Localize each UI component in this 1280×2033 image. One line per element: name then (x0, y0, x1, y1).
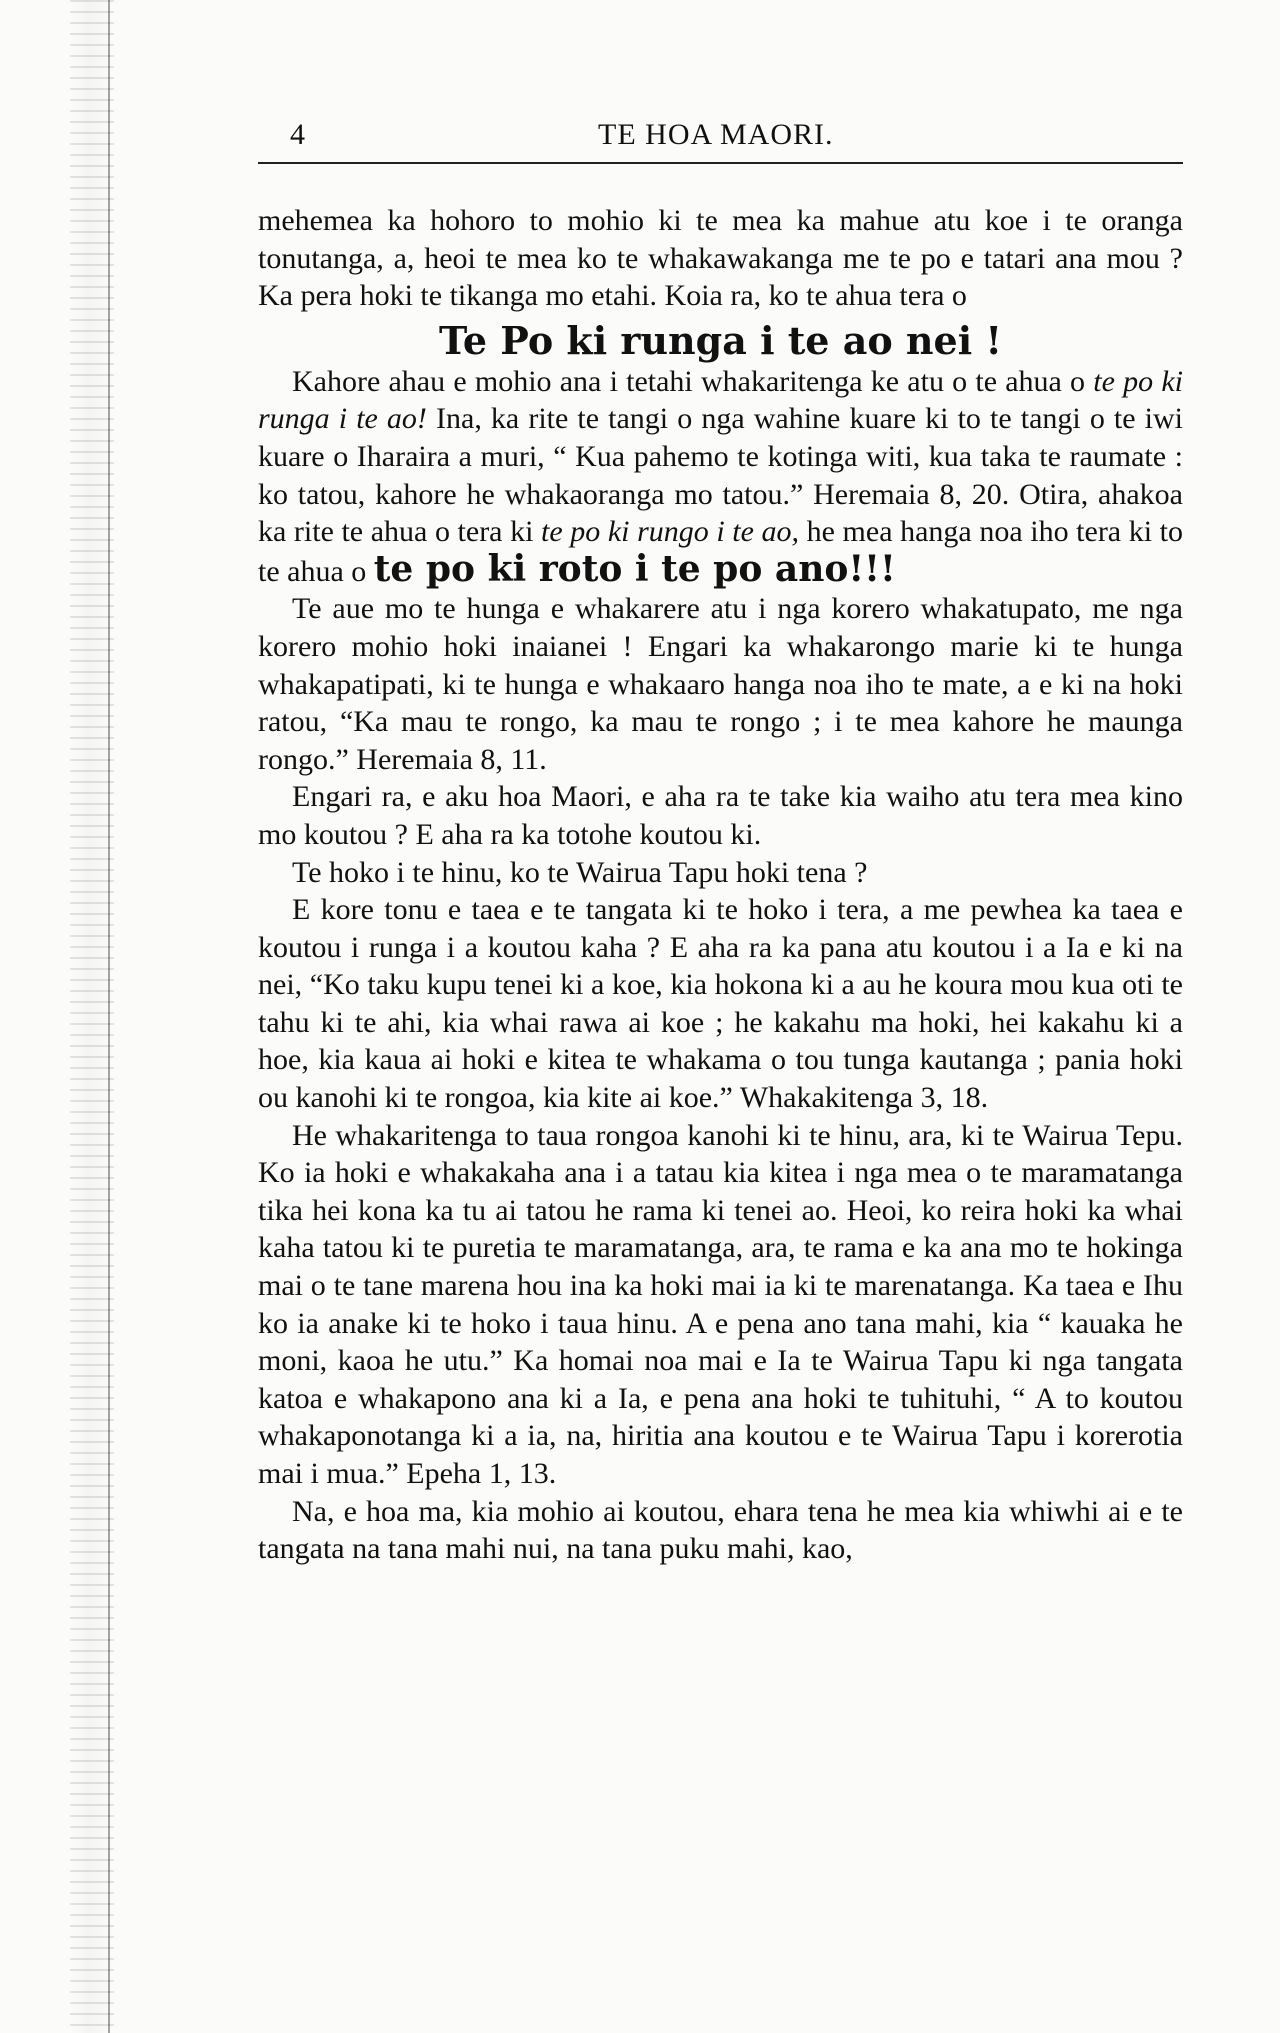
paragraph-4: Engari ra, e aku hoa Maori, e aha ra te take kia waiho atu tera mea kino mo koutou ? E aha ra ka totohe koutou ki. (258, 780, 1183, 851)
binding-edge-line (108, 0, 110, 2033)
body-text (258, 202, 1183, 1568)
paragraph-6: E kore tonu e taea e te tangata ki te hoko i tera, a me pewhea ka taea e koutou i runga i a koutou kaha ? E aha ra ka pana atu koutou i a Ia e ki na nei, “Ko taku kupu tenei ki a koe, kia hokona ki a au he koura mou kua oti te tahu ki te ahi, kia whai rawa ai koe ; he kakahu ma hoki, hei kakahu ki a hoe, kia kaua ai hoki e kitea te whakama o tou tunga kautanga ; pania hoki ou kanohi ki te rongoa, kia kite ai koe.” Whakakitenga 3, 18. (258, 893, 1183, 1115)
paragraph-8: Na, e hoa ma, kia mohio ai koutou, ehara tena he mea kia whiwhi ai e te tangata na tana mahi nui, na tana puku mahi, kao, (258, 1494, 1183, 1566)
paragraph-2-text-a: Kahore ahau e mohio ana i tetahi whakaritenga ke atu o te ahua o (292, 364, 1094, 398)
paragraph-2-text-e: he mea hanga noa iho tera ki to te ahua o (258, 515, 1183, 588)
paragraph-2-italic-1: te po ki runga i te ao! (258, 364, 1183, 436)
paragraph-5: Te hoko i te hinu, ko te Wairua Tapu hoki tena ? (292, 855, 868, 889)
paragraph-2-bold-phrase: te po ki roto i te po ano!!! (373, 547, 896, 590)
page-number: 4 (290, 118, 306, 151)
paragraph-1: mehemea ka hohoro to mohio ki te mea ka mahue atu koe i te oranga tonutanga, a, heoi te mea ko te whakawakanga me te po e tatari ana mou ? Ka pera hoki te tikanga mo etahi. Koia ra, ko te ahua tera o (258, 204, 1183, 313)
paragraph-3: Te aue mo te hunga e whakarere atu i nga korero whakatupato, me nga korero mohio hoki inaianei ! Engari ka whakarongo marie ki te hunga whakapatipati, ki te hunga e whakaaro hanga noa iho te mate, a e ki na hoki ratou, “Ka mau te rongo, ka mau te rongo ; i te mea kahore he maunga rongo.” Heremaia 8, 11. (258, 592, 1183, 776)
running-header (258, 110, 1183, 162)
paragraph-7: He whakaritenga to taua rongoa kanohi ki te hinu, ara, ki te Wairua Tepu. Ko ia hoki e whakakaha ana i a tatau kia kitea i nga mea o te maramatanga tika hei kona ka tu ai tatou he rama ki tenei ao. Heoi, ko reira hoki ka whai kaha tatou ki te puretia te maramatanga, ara, te rama e ka ana mo te hokinga mai o te tane marena hou ina ka hoki mai ia ki te marenatanga. Ka taea e Ihu ko ia anake ki te hoko i taua hinu. A e pena ano tana mahi, kia “ kauaka he moni, kaoa he utu.” Ka homai noa mai e Ia te Wairua Tapu ki nga tangata katoa e whakapono ana ki a Ia, e pena ana hoki te tuhituhi, “ A to koutou whakaponotanga ki a ia, na, hiritia ana koutou e te Wairua Tapu i korerotia mai i mua.” Epeha 1, 13. (258, 1118, 1183, 1490)
document-page (258, 110, 1183, 1568)
paragraph-2-text-c: Ina, ka rite te tangi o nga wahine kuare ki to te tangi o te iwi kuare o Iharaira a muri, “ Kua pahemo te kotinga witi, kua taka te raumate : ko tatou, kahore he whakaoranga mo tatou.” Heremaia 8, 20. Otira, ahakoa ka rite te ahua o tera ki (258, 402, 1184, 549)
running-title: TE HOA MAORI. (598, 118, 834, 151)
paragraph-2-italic-2: te po ki rungo i te ao, (541, 515, 800, 549)
paragraph-2 (258, 363, 1183, 591)
section-heading: Te Po ki runga i te ao nei ! (438, 317, 1003, 363)
header-rule (258, 162, 1183, 164)
